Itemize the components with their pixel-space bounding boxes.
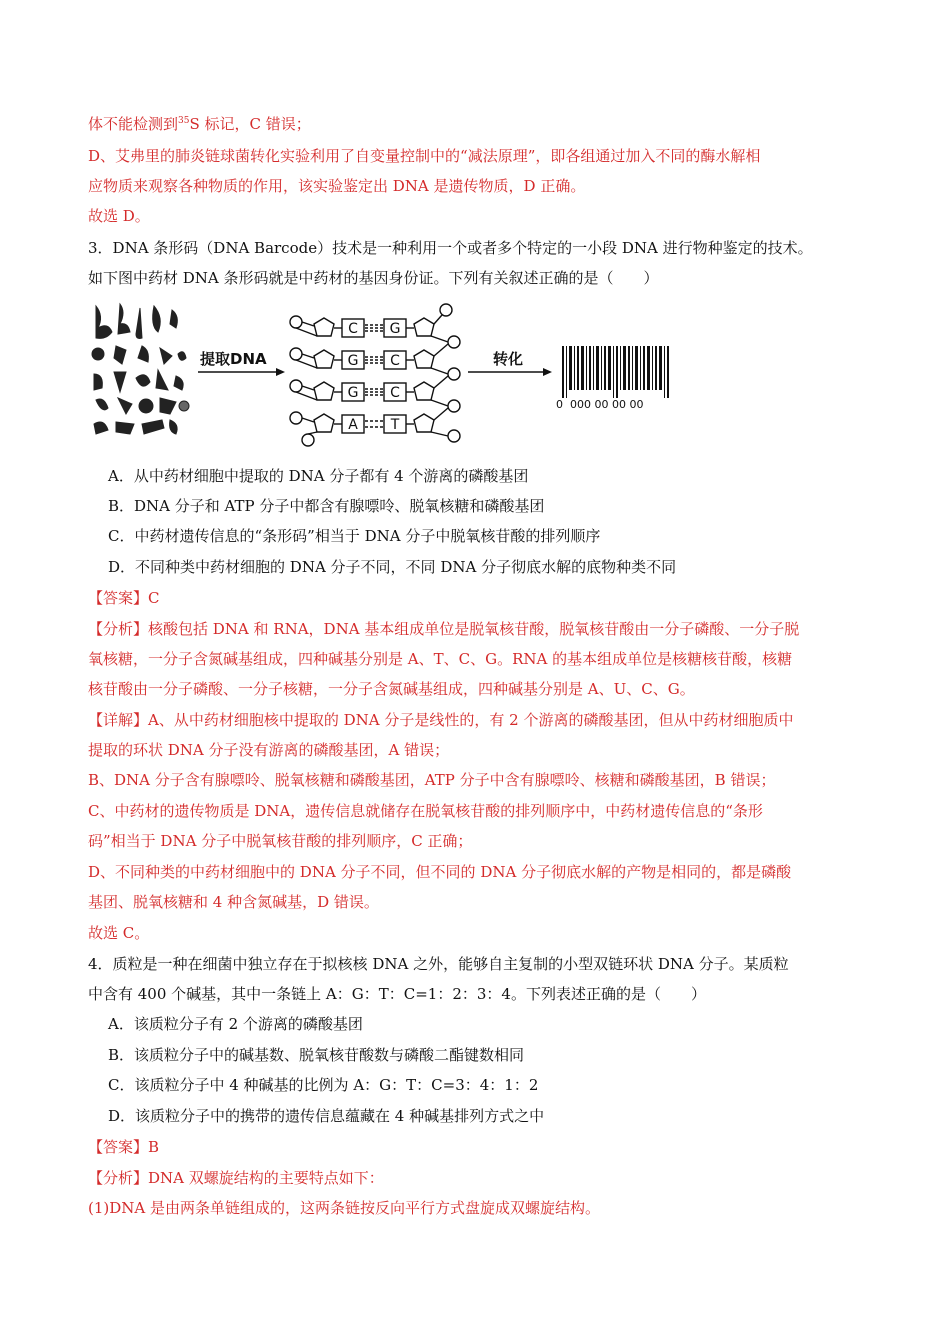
text-line: 体不能检测到$^{35}$S 标记，C 错误； xyxy=(88,115,311,133)
text-line: 码”相当于 DNA 分子中脱氧核苷酸的排列顺序，C 正确； xyxy=(88,832,473,850)
text-line: (1)DNA 是由两条单链组成的，这两条链按反向平行方式盘旋成双螺旋结构。 xyxy=(88,1199,601,1217)
base-label: G xyxy=(347,385,359,401)
analysis-4: 【分析】DNA 双螺旋结构的主要特点如下： xyxy=(88,1169,384,1187)
herbs-picture-icon xyxy=(92,304,189,434)
base-label: C xyxy=(390,385,400,401)
dna-double-strand xyxy=(290,304,460,446)
question-4-option-d: D．该质粒分子中的携带的遗传信息蕴藏在 4 种碱基排列方式之中 xyxy=(108,1107,545,1125)
text-line: B、DNA 分子含有腺嘌呤、脱氧核糖和磷酸基团，ATP 分子中含有腺嘌呤、核糖和磷酸基团，B 错误； xyxy=(88,771,776,789)
base-label: C xyxy=(348,321,358,337)
question-3-option-b: B．DNA 分子和 ATP 分子中都含有腺嘌呤、脱氧核糖和磷酸基团 xyxy=(108,497,545,515)
base-label: G xyxy=(347,353,359,369)
question-3-stem: 如下图中药材 DNA 条形码就是中药材的基因身份证。下列有关叙述正确的是（ ） xyxy=(88,269,659,287)
text-line: 氧核糖，一分子含氮碱基组成，四种碱基分别是 A、T、C、G。RNA 的基本组成单位是核糖核苷酸，核糖 xyxy=(88,650,793,668)
base-label: C xyxy=(390,353,400,369)
text-line: D、不同种类的中药材细胞中的 DNA 分子不同，但不同的 DNA 分子彻底水解的产物是相同的，都是磷酸 xyxy=(88,863,792,881)
analysis-3: 【分析】核酸包括 DNA 和 RNA，DNA 基本组成单位是脱氧核苷酸，脱氧核苷酸由一分子磷酸、一分子脱 xyxy=(88,620,800,638)
question-3-option-d: D．不同种类中药材细胞的 DNA 分子不同，不同 DNA 分子彻底水解的底物种类不同 xyxy=(108,558,677,576)
base-label: G xyxy=(389,321,401,337)
text-line: D、艾弗里的肺炎链球菌转化实验利用了自变量控制中的“减法原理”，即各组通过加入不同的酶水解相 xyxy=(88,147,761,165)
question-3-option-c: C．中药材遗传信息的“条形码”相当于 DNA 分子中脱氧核苷酸的排列顺序 xyxy=(108,527,601,545)
text-line: 提取的环状 DNA 分子没有游离的磷酸基团，A 错误； xyxy=(88,741,450,759)
answer-4: 【答案】B xyxy=(88,1138,160,1156)
text-line: 基团、脱氧核糖和 4 种含氮碱基，D 错误。 xyxy=(88,893,379,911)
base-label: T xyxy=(390,417,400,433)
barcode-digits: 0 000 00 00 00 xyxy=(556,398,644,411)
text-line: 核苷酸由一分子磷酸、一分子核糖，一分子含氮碱基组成，四种碱基分别是 A、U、C、G。 xyxy=(88,680,695,698)
question-3-stem: 3．DNA 条形码（DNA Barcode）技术是一种利用一个或者多个特定的一小段 DNA 进行物种鉴定的技术。 xyxy=(88,239,813,257)
dna-barcode-figure xyxy=(88,298,688,448)
question-4-option-c: C．该质粒分子中 4 种碱基的比例为 A：G：T：C=3：4：1：2 xyxy=(108,1076,539,1094)
text-line: 应物质来观察各种物质的作用，该实验鉴定出 DNA 是遗传物质，D 正确。 xyxy=(88,177,586,195)
question-4-stem: 中含有 400 个碱基，其中一条链上 A：G：T：C=1：2：3：4。下列表述正确的是（ ） xyxy=(88,985,706,1003)
barcode-icon xyxy=(562,346,669,398)
arrow-extract-label: 提取DNA xyxy=(200,350,267,368)
text-line: C、中药材的遗传物质是 DNA，遗传信息就储存在脱氧核苷酸的排列顺序中，中药材遗传信息的“条形 xyxy=(88,802,763,820)
question-4-option-b: B．该质粒分子中的碱基数、脱氧核苷酸数与磷酸二酯键数相同 xyxy=(108,1046,525,1064)
text-line: 故选 C。 xyxy=(88,924,150,942)
arrow-convert-label: 转化 xyxy=(493,350,524,368)
question-4-option-a: A．该质粒分子有 2 个游离的磷酸基团 xyxy=(108,1015,363,1033)
base-label: A xyxy=(348,417,358,433)
answer-3: 【答案】C xyxy=(88,589,160,607)
question-3-option-a: A．从中药材细胞中提取的 DNA 分子都有 4 个游离的磷酸基团 xyxy=(108,467,529,485)
question-4-stem: 4．质粒是一种在细菌中独立存在于拟核核 DNA 之外，能够自主复制的小型双链环状 DNA 分子。某质粒 xyxy=(88,955,789,973)
dna-barcode-diagram xyxy=(88,298,688,448)
detail-3: 【详解】A、从中药材细胞核中提取的 DNA 分子是线性的，有 2 个游离的磷酸基团，但从中药材细胞质中 xyxy=(88,711,794,729)
text-line: 故选 D。 xyxy=(88,207,150,225)
